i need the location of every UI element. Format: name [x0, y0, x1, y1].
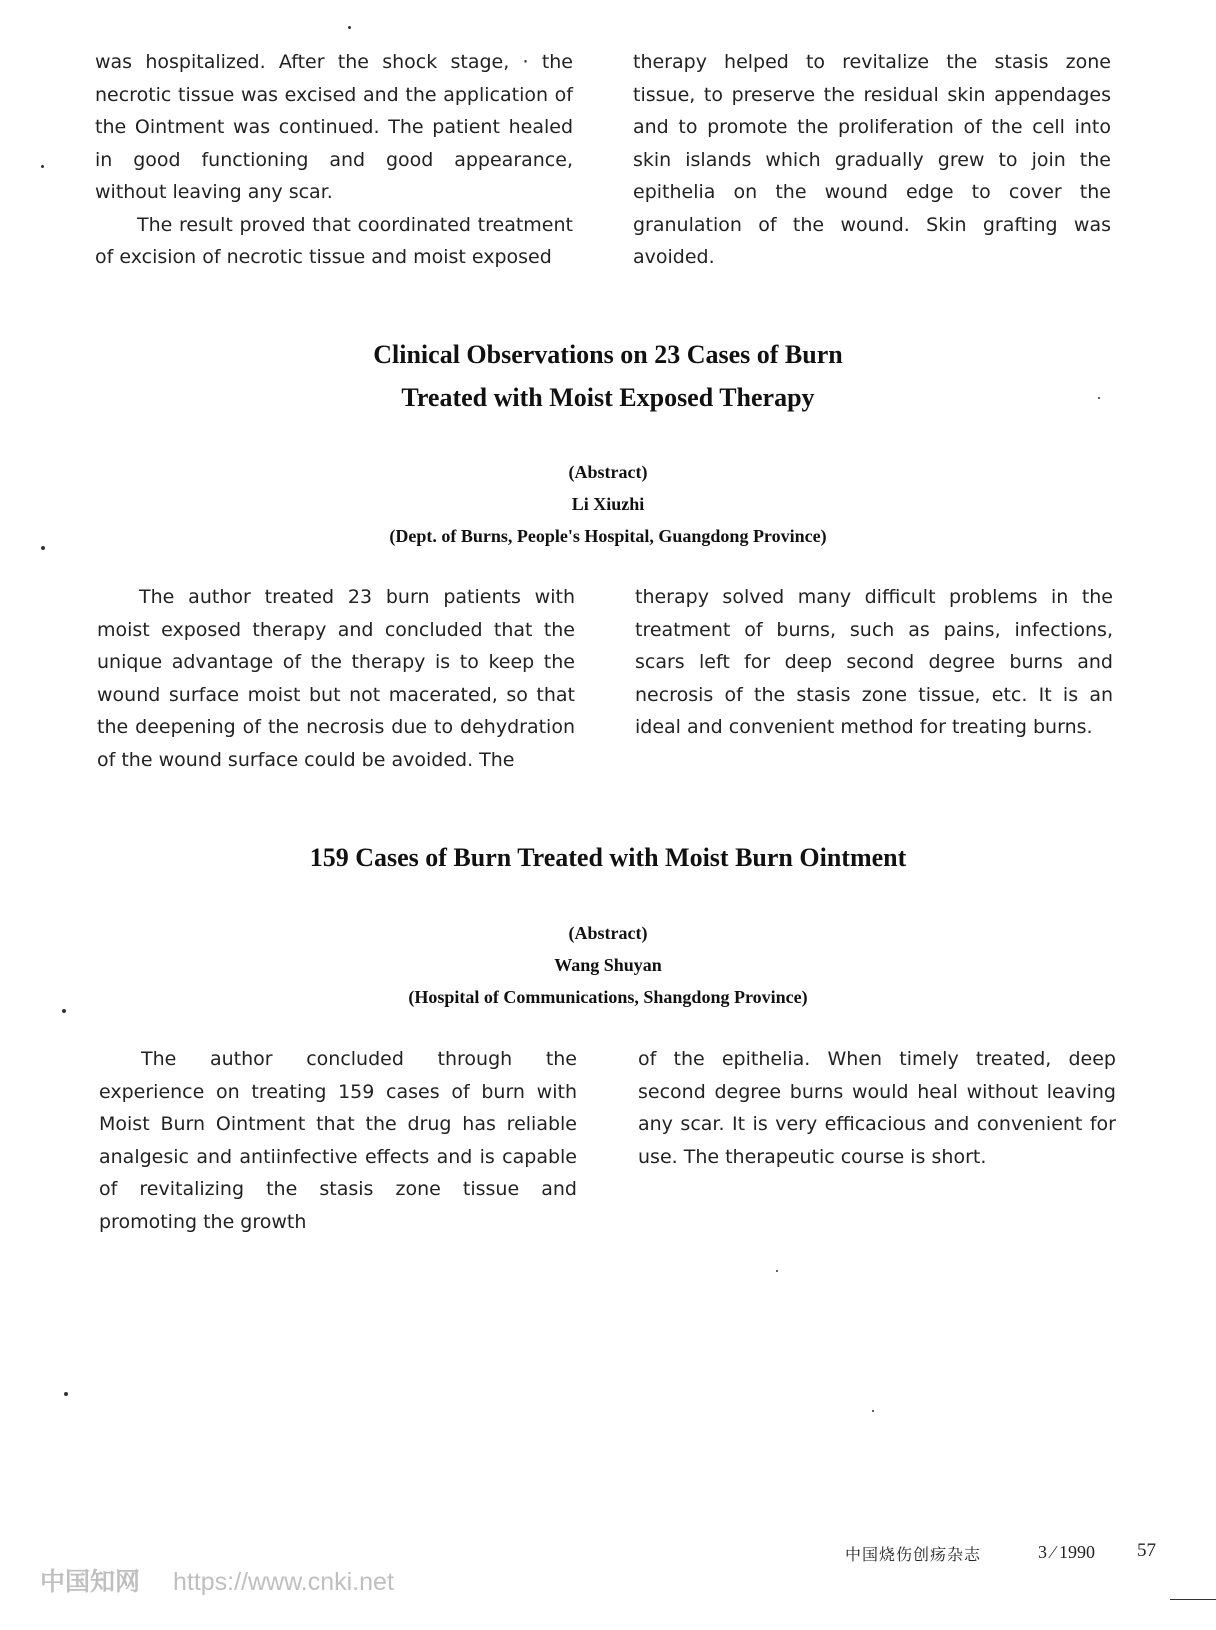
article2-title-line: 159 Cases of Burn Treated with Moist Burn Ointment — [309, 843, 907, 872]
article1-meta — [0, 456, 1216, 552]
footer-page-number: 57 — [1137, 1540, 1156, 1561]
article2-paragraph-right: of the epithelia. When timely treated, deep second degree burns would heal without leaving any scar. It is very efficacious and convenient for use. The therapeutic course is short. — [638, 1048, 1116, 1168]
continued-right-column — [633, 46, 1111, 274]
article1-right-column — [635, 581, 1113, 744]
article2-left-column — [99, 1043, 577, 1238]
corner-rule — [1170, 1599, 1216, 1600]
scan-speck — [41, 546, 45, 550]
article1-abstract-label: (Abstract) — [568, 462, 648, 482]
article1-title — [0, 333, 1216, 419]
scan-speck — [348, 26, 351, 29]
article2-paragraph-left: The author concluded through the experience on treating 159 cases of burn with Moist Burn Ointment that the drug has reliable analgesic and antiinfective effects and is capable of revitalizing the stasis zone tissue and promoting the growth — [99, 1048, 577, 1233]
scan-speck — [872, 1410, 874, 1412]
cnki-logo: 中国知网 — [40, 1567, 141, 1596]
scan-speck — [62, 1009, 66, 1013]
cnki-url: https://www.cnki.net — [172, 1568, 394, 1596]
scan-speck — [1098, 397, 1100, 399]
article1-left-column — [97, 581, 575, 776]
article1-title-line2: Treated with Moist Exposed Therapy — [401, 383, 815, 412]
article2-affiliation: (Hospital of Communications, Shangdong Province) — [408, 987, 808, 1007]
footer-journal-name: 中国烧伤创疡杂志 — [845, 1545, 982, 1564]
article2-title — [0, 836, 1216, 879]
continued-paragraph-1: was hospitalized. After the shock stage, · the necrotic tissue was excised and the application of the Ointment was continued. The patient healed in good functioning and good appearance, without leaving any scar. — [95, 51, 573, 203]
scan-speck — [776, 1270, 778, 1272]
continued-left-column — [95, 46, 573, 274]
cnki-watermark — [40, 1562, 394, 1598]
article2-right-column — [638, 1043, 1116, 1173]
article2-author: Wang Shuyan — [554, 955, 662, 975]
continued-paragraph-3: therapy helped to revitalize the stasis zone tissue, to preserve the residual skin appendages and to promote the proliferation of the cell into skin islands which gradually grew to join the epithelia on the wound edge to cover the granulation of the wound. Skin grafting was avoided. — [633, 51, 1111, 268]
continued-paragraph-2: The result proved that coordinated treatment of excision of necrotic tissue and moist exposed — [95, 213, 573, 268]
article1-affiliation: (Dept. of Burns, People's Hospital, Guangdong Province) — [389, 526, 827, 546]
article1-paragraph-left: The author treated 23 burn patients with moist exposed therapy and concluded that the unique advantage of the therapy is to keep the wound surface moist but not macerated, so that the deepening of the necrosis due to dehydration of the wound surface could be avoided. The — [97, 586, 575, 771]
article1-title-line1: Clinical Observations on 23 Cases of Burn — [373, 340, 843, 369]
scan-speck — [64, 1392, 68, 1396]
article2-abstract-label: (Abstract) — [568, 923, 648, 943]
footer-issue: 3 ⁄ 1990 — [1038, 1542, 1096, 1562]
scan-speck — [41, 165, 44, 168]
article2-meta — [0, 917, 1216, 1013]
article1-author: Li Xiuzhi — [571, 494, 645, 514]
article1-paragraph-right: therapy solved many difficult problems in the treatment of burns, such as pains, infections, scars left for deep second degree burns and necrosis of the stasis zone tissue, etc. It is an ideal and convenient method for treating burns. — [635, 586, 1113, 738]
